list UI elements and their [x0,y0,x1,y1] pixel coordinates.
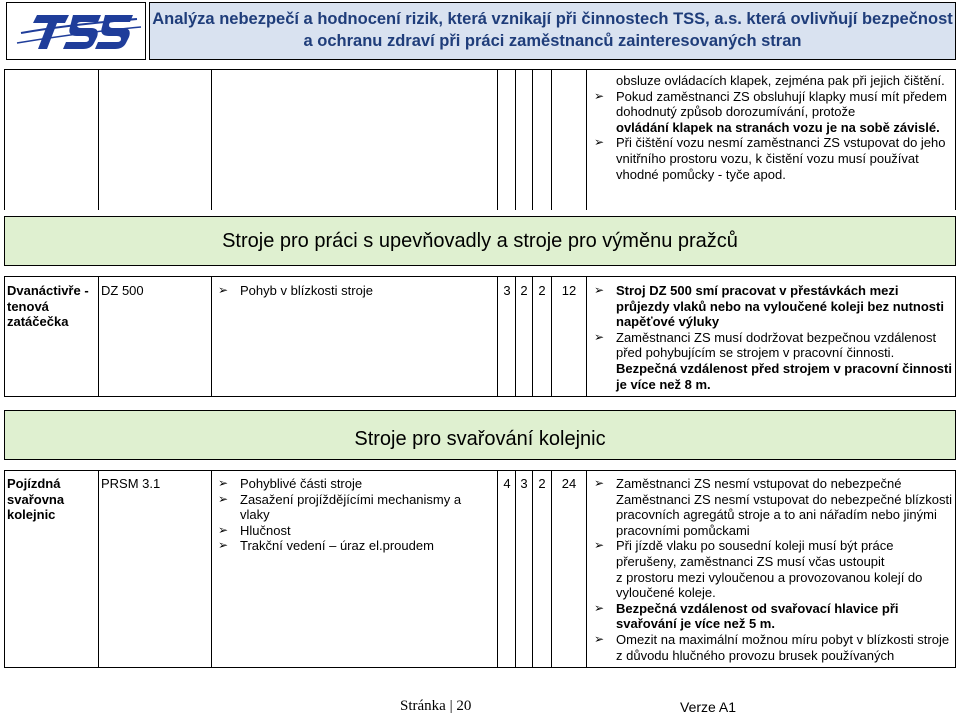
top-row-measures [594,73,952,182]
measure-item: obsluze ovládacích klapek, zejména pak při jejich čištění. [616,73,945,88]
score-d: 2 [520,283,528,298]
page-header [0,0,960,62]
measure-item: z prostoru mezi vyloučenou a provozovanou kolejí do vyloučené koleje. [616,569,923,601]
hazards [218,283,494,299]
version-label: Verze A1 [680,699,737,715]
score-e: 2 [538,283,546,298]
measure-item: ➢ Bezpečná vzdálenost od svařovací hlavice při svařování je více než 5 m. [594,601,952,632]
measure-item: ➢ Při jízdě vlaku po sousední koleji musí být práce přerušeny, zaměstnanci ZS musí včas ustoupit [594,538,952,569]
document-title [149,2,956,60]
title-line-2: a ochranu zdraví při práci zaměstnanců zainteresovaných stran [303,32,802,50]
measure-item: ➢ Pokud zaměstnanci ZS obsluhují klapky musí mít předem dohodnutý způsob dorozumívání, protože [594,89,952,120]
measure-item: ovládání klapek na stranách vozu je na sobě závislé. [616,119,940,135]
risk-score: 24 [561,476,577,491]
machine-name: Pojízdná svařovna kolejnic [7,476,65,523]
page-footer [0,696,960,716]
measures [594,283,952,392]
hazard-item: ➢ Trakční vedení – úraz el.proudem [218,538,494,554]
hazard-item: ➢ Hlučnost [218,523,494,539]
hazard-item: ➢ Pohyblivé části stroje [218,476,494,492]
machine-name: Dvanáctivře - tenová zatáčečka [7,283,89,330]
title-line-1: Analýza nebezpečí a hodnocení rizik, která vznikají při činnostech TSS, a.s. která ovlivňují bezpečnost [152,10,953,28]
measures [594,476,952,663]
machine-type: PRSM 3.1 [101,476,161,491]
section-header [4,410,956,460]
section-title: Stroje pro práci s upevňovadly a stroje pro výměnu pražců [222,230,738,252]
measure-item: ➢ Stroj DZ 500 smí pracovat v přestávkách mezi průjezdy vlaků nebo na vyloučené koleji bez nutnosti napěťové výluky [594,283,952,330]
hazard-item: ➢ Pohyb v blízkosti stroje [218,283,494,299]
tss-logo-icon [7,3,145,59]
page-number: Stránka | 20 [400,698,472,714]
measure-item: ➢ Omezit na maximální možnou míru pobyt v blízkosti stroje z důvodu hlučného provozu brusek používaných [594,632,952,663]
company-logo [6,2,146,60]
score-e: 2 [538,476,546,491]
measure-item: ➢ Zaměstnanci ZS nesmí vstupovat do nebezpečné [594,476,952,492]
section-title: Stroje pro svařování kolejnic [354,428,606,450]
section-header [4,216,956,266]
measure-item: ➢ Při čištění vozu nesmí zaměstnanci ZS vstupovat do jeho vnitřního prostoru vozu, k čistění vozu musí používat vhodné pomůcky - tyče apod. [594,135,952,182]
score-p: 3 [503,283,511,298]
measure-item: ➢ Zaměstnanci ZS musí dodržovat bezpečnou vzdálenost před pohybujícím se strojem v pracovní činnosti. [594,330,952,361]
measure-item: Bezpečná vzdálenost před strojem v pracovní činnosti je více než 8 m. [616,360,952,392]
score-p: 4 [503,476,511,491]
hazards [218,476,494,554]
risk-score: 12 [561,283,577,298]
hazard-item: ➢ Zasažení projíždějícími mechanismy a vlaky [218,492,494,523]
machine-type: DZ 500 [101,283,144,298]
measure-item: Zaměstnanci ZS nesmí vstupovat do nebezpečné blízkosti pracovních agregátů stroje a to ani nářadím nebo jinými pracovními pomůckami [616,491,953,538]
score-d: 3 [520,476,528,491]
